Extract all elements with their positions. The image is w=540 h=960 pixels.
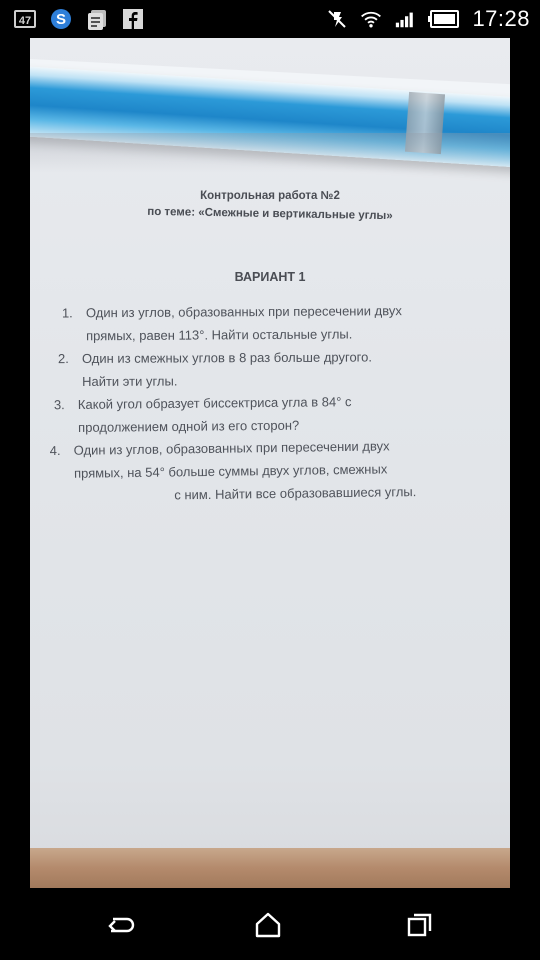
notes-icon [86, 8, 108, 30]
system-icons [326, 6, 530, 32]
facebook-icon [122, 8, 144, 30]
battery-icon [428, 8, 460, 30]
notification-count-icon: 47 [14, 10, 36, 28]
home-button[interactable] [248, 908, 288, 942]
task-text-line: Найти эти углы. [82, 373, 178, 389]
task-text-line: прямых, равен 113°. Найти остальные углы. [86, 326, 353, 344]
task-text-line: Один из углов, образованных при пересечении двух [85, 303, 402, 321]
back-icon [105, 913, 135, 937]
status-bar [0, 0, 540, 38]
task-number: 2. [57, 351, 69, 367]
task-number: 4. [49, 442, 61, 459]
home-icon [253, 911, 283, 939]
task-text-line: Один из углов, образованных при пересечении двух [73, 438, 390, 458]
task-text-line: прямых, на 54° больше суммы двух углов, смежных [73, 461, 388, 481]
navigation-bar [0, 888, 540, 960]
task-number: 3. [53, 397, 65, 413]
variant-heading: ВАРИАНТ 1 [234, 270, 306, 284]
task-text-line: Один из смежных углов в 8 раз больше другого. [81, 349, 372, 366]
task-item [58, 345, 478, 393]
recent-apps-icon [405, 911, 435, 939]
task-text-line: с ним. Найти все образовавшиеся углы. [174, 484, 417, 503]
worksheet [30, 38, 510, 888]
mute-icon [326, 8, 348, 30]
wooden-table [30, 848, 510, 888]
task-item [50, 433, 501, 508]
svg-text:S: S [55, 11, 67, 28]
notification-icons [14, 8, 144, 30]
task-text-line: продолжением одной из его сторон? [78, 417, 300, 435]
worksheet-topic: по теме: «Смежные и вертикальные углы» [147, 205, 393, 223]
skype-icon [50, 8, 72, 30]
wifi-icon [360, 8, 382, 30]
recent-apps-button[interactable] [400, 908, 440, 942]
task-text-line: Какой угол образует биссектриса угла в 84° с [77, 394, 352, 412]
task-item [62, 299, 482, 348]
status-time: 17:28 [472, 6, 530, 31]
worksheet-title: Контрольная работа №2 [200, 190, 340, 202]
signal-icon [394, 8, 416, 30]
back-button[interactable] [100, 908, 140, 942]
task-number: 1. [61, 305, 73, 321]
task-item [54, 389, 474, 439]
photo-viewport[interactable] [30, 38, 510, 888]
